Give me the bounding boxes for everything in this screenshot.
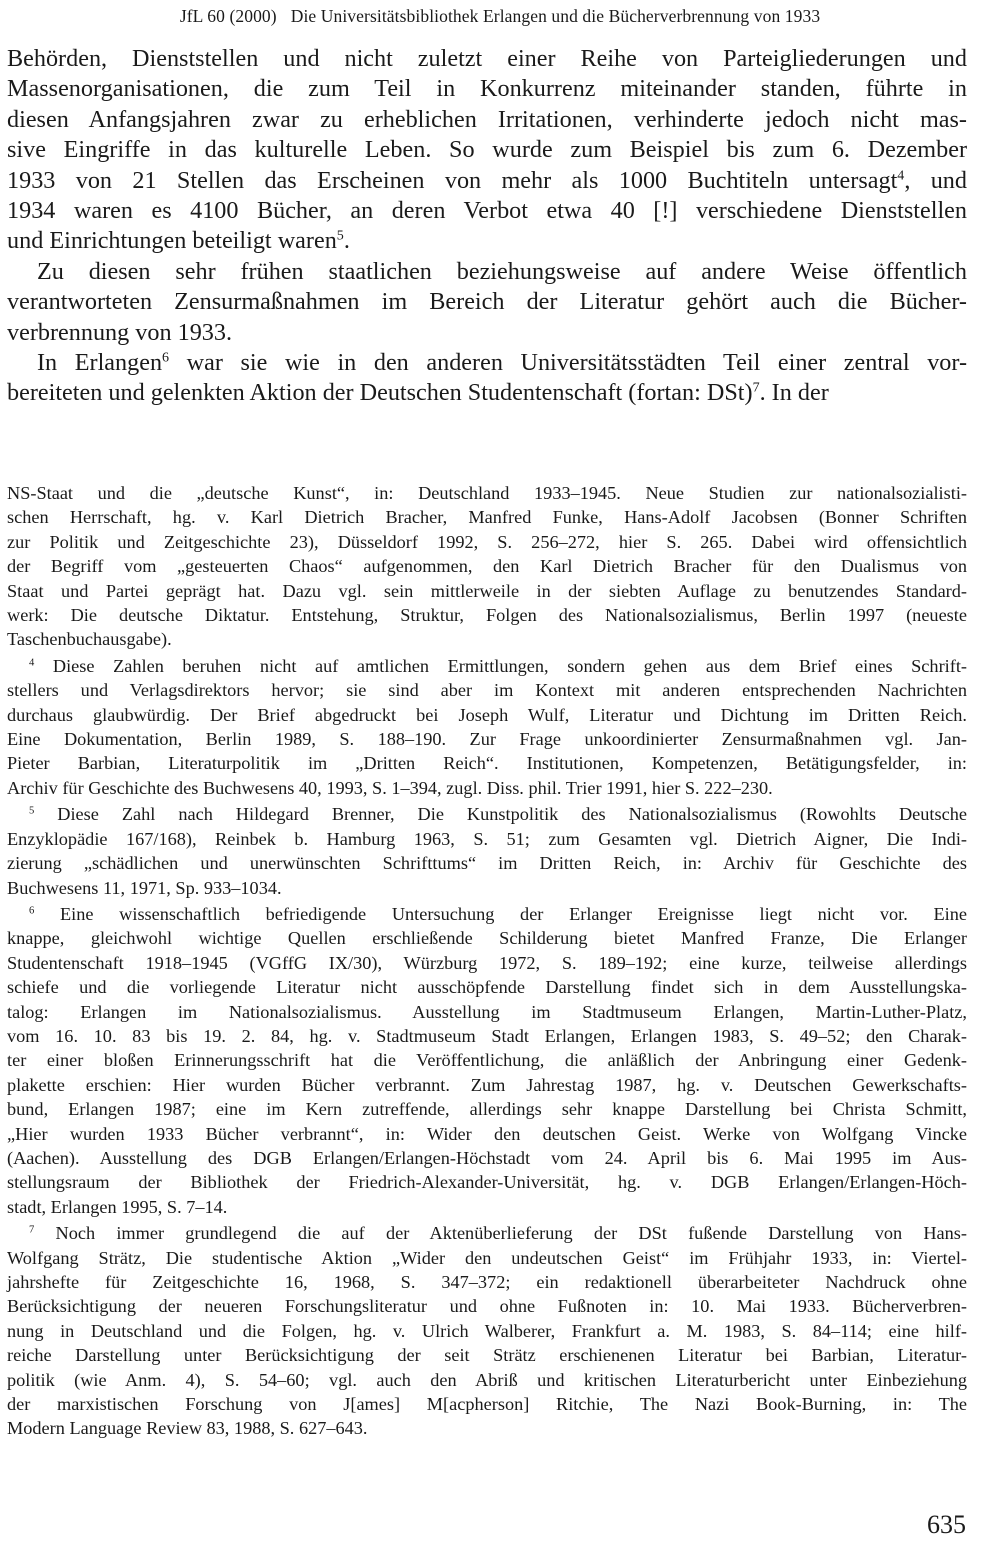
line-text: Staat und Partei geprägt hat. Dazu vgl. sein mittlerweile in der siebten Auflage zu benutzendes Standard- <box>7 580 967 601</box>
footnote-number: 4 <box>29 657 35 669</box>
footnote <box>7 654 967 800</box>
footnote-reference: 7 <box>752 379 760 396</box>
running-head-journal: JfL 60 (2000) <box>179 6 277 26</box>
line-text: verantworteten Zensurmaßnahmen im Bereich der Literatur gehört auch die Bücher- <box>7 288 967 316</box>
footnote-number: 5 <box>29 805 35 817</box>
line-text: schiefe und die vorliegende Literatur nicht ausschöpfende Darstellung findet sich in dem Ausstellungska- <box>7 977 967 998</box>
line-text: Studentenschaft 1918–1945 (VGffG IX/30), Würzburg 1972, S. 189–192; eine kurze, teilweise allerdings <box>7 952 967 973</box>
line-text-tail: , und <box>904 166 967 194</box>
line-text: bund, Erlangen 1987; eine im Kern zutreffende, allerdings sehr knappe Darstellung bei Christa Schmitt, <box>7 1099 967 1120</box>
text-line <box>7 1246 967 1270</box>
text-line <box>7 1221 967 1245</box>
line-text-tail: . <box>343 227 350 255</box>
line-text: stellungsraum der Bibliothek der Friedrich-Alexander-Universität, hg. v. DGB Erlangen/Erlangen-Höch- <box>7 1172 967 1193</box>
line-text: stellers und Verlagsdirektors hervor; sie sind aber im Kontext mit anderen entsprechenden Nachrichten <box>7 680 967 701</box>
footnote <box>7 1221 967 1441</box>
text-line <box>7 1392 967 1416</box>
text-line <box>7 902 967 926</box>
line-text: politik (wie Anm. 4), S. 54–60; vgl. auch den Abriß und kritischen Literaturbericht unter Einbeziehung <box>7 1369 967 1390</box>
text-line <box>7 166 967 196</box>
line-text: „Hier wurden 1933 Bücher verbrannt“, in: Wider den deutschen Geist. Werke von Wolfgang Vincke <box>7 1123 967 1144</box>
footnote-number: 6 <box>29 905 35 917</box>
line-text: Taschenbuchausgabe). <box>7 629 172 650</box>
line-text: knappe, gleichwohl wichtige Quellen erschließende Schilderung bietet Manfred Franze, Die Erlanger <box>7 928 967 949</box>
line-text: talog: Erlangen im Nationalsozialismus. Ausstellung im Stadtmuseum Erlangen, Martin-Luther-Platz, <box>7 1001 967 1022</box>
text-line <box>7 654 967 678</box>
text-line <box>7 135 967 165</box>
footnote <box>7 802 967 900</box>
line-text: und Einrichtungen beteiligt waren <box>7 227 337 255</box>
text-line <box>7 481 967 505</box>
line-text: 1933 von 21 Stellen das Erscheinen von mehr als 1000 Buchtiteln untersagt <box>7 166 898 194</box>
text-line <box>7 226 967 256</box>
footnote-reference: 6 <box>162 349 170 366</box>
page-number: 635 <box>927 1510 966 1539</box>
line-text: stadt, Erlangen 1995, S. 7–14. <box>7 1196 228 1217</box>
line-text: Diese Zahl nach Hildegard Brenner, Die Kunstpolitik des Nationalsozialismus (Rowohlts Deutsche <box>34 804 967 825</box>
line-text: sive Eingriffe in das kulturelle Leben. So wurde zum Beispiel bis zum 6. Dezember <box>7 136 967 164</box>
text-line <box>7 1073 967 1097</box>
line-text: jahrshefte für Zeitgeschichte 16, 1968, S. 347–372; ein redaktionell überarbeiteter Nachdruck ohne <box>7 1272 967 1292</box>
line-text: Noch immer grundlegend die auf der Aktenüberlieferung der DSt fußende Darstellung von Hans- <box>34 1223 967 1244</box>
text-line <box>7 727 967 751</box>
text-line <box>7 1294 967 1318</box>
paragraph <box>7 44 967 257</box>
line-text: durchaus glaubwürdig. Der Brief abgedruckt bei Joseph Wulf, Literatur und Dichtung im Dritten Reich. <box>7 704 967 725</box>
line-text: der marxistischen Forschung von J[ames] M[acpherson] Ritchie, The Nazi Book-Burning, in: The <box>7 1394 967 1415</box>
text-line <box>7 348 967 378</box>
line-text: plakette erschien: Hier wurden Bücher verbrannt. Zum Jahrestag 1987, hg. v. Deutschen Gewerkschafts- <box>7 1074 967 1095</box>
paragraph <box>7 348 967 409</box>
text-line <box>7 1319 967 1343</box>
line-text: vom 16. 10. 83 bis 19. 2. 84, hg. v. Stadtmuseum Stadt Erlangen, Erlangen 1983, S. 49–52; den Charak- <box>7 1025 967 1046</box>
text-line <box>7 505 967 529</box>
running-head-title: Die Universitätsbibliothek Erlangen und die Bücherverbrennung von 1933 <box>290 6 821 26</box>
line-text: der Begriff vom „gesteuerten Chaos“ aufgenommen, den Karl Dietrich Bracher für den Dualismus von <box>7 556 967 577</box>
text-line <box>7 951 967 975</box>
line-text: bereiteten und gelenkten Aktion der Deutschen Studentenschaft (fortan: DSt) <box>7 379 753 407</box>
text-line <box>7 1170 967 1194</box>
text-line <box>7 1368 967 1392</box>
text-line <box>7 851 967 875</box>
paragraph <box>7 257 967 348</box>
main-text <box>7 44 967 409</box>
text-line <box>7 1416 967 1440</box>
line-text: diesen Anfangsjahren zwar zu erheblichen Irritationen, verhinderte jedoch nicht mas- <box>7 105 967 133</box>
line-text: werk: Die deutsche Diktatur. Entstehung, Struktur, Folgen des Nationalsozialismus, Berlin 1997 (neueste <box>7 605 967 626</box>
footnote <box>7 902 967 1219</box>
text-line <box>7 579 967 603</box>
text-line <box>7 74 967 104</box>
text-line <box>7 1146 967 1170</box>
text-line <box>7 287 967 317</box>
line-text: Enzyklopädie 167/168), Reinbek b. Hamburg 1963, S. 51; zum Gesamten vgl. Dietrich Aigner, Die Indi- <box>7 828 967 849</box>
footnote-reference: 5 <box>336 227 344 244</box>
line-text: Archiv für Geschichte des Buchwesens 40, 1993, S. 1–394, zugl. Diss. phil. Trier 1991, hier S. 222–230. <box>7 777 773 798</box>
text-line <box>7 802 967 826</box>
line-text: Massenorganisationen, die zum Teil in Konkurrenz miteinander standen, führte in <box>7 75 967 103</box>
text-line <box>7 603 967 627</box>
line-text: Modern Language Review 83, 1988, S. 627–643. <box>7 1418 368 1439</box>
text-line <box>7 257 967 287</box>
text-line <box>7 1122 967 1146</box>
text-line <box>7 105 967 135</box>
text-line <box>7 318 967 348</box>
line-text: zierung „schädlichen und unerwünschten Schrifttums“ im Dritten Reich, in: Archiv für Geschichte des <box>7 853 967 874</box>
line-text-tail: . In der <box>759 379 829 407</box>
line-text: Diese Zahlen beruhen nicht auf amtlichen Ermittlungen, sondern gehen aus dem Brief eines Schrift- <box>34 655 967 676</box>
line-text: 1934 waren es 4100 Bücher, an deren Verbot etwa 40 [!] verschiedene Dienststellen <box>7 197 967 225</box>
text-line <box>7 44 967 74</box>
line-text: verbrennung von 1933. <box>7 318 233 346</box>
text-line <box>7 703 967 727</box>
text-line <box>7 751 967 775</box>
text-line <box>7 1270 967 1294</box>
text-line <box>7 1343 967 1367</box>
text-line <box>7 1195 967 1219</box>
line-text: Eine wissenschaftlich befriedigende Untersuchung der Erlanger Ereignisse liegt nicht vor. Eine <box>34 903 967 924</box>
text-line <box>7 678 967 702</box>
line-text: reiche Darstellung unter Berücksichtigung der seit Strätz erschienenen Literatur bei Barbian, Literatur- <box>7 1345 967 1366</box>
line-text: Wolfgang Strätz, Die studentische Aktion „Wider den undeutschen Geist“ im Frühjahr 1933, in: Viertel- <box>7 1247 967 1268</box>
line-text: schen Herrschaft, hg. v. Karl Dietrich Bracher, Manfred Funke, Hans-Adolf Jacobsen (Bonner Schriften <box>7 507 967 528</box>
line-text: In Erlangen <box>37 349 163 377</box>
line-text: Zu diesen sehr frühen staatlichen beziehungsweise auf andere Weise öffentlich <box>37 257 967 285</box>
line-text: Behörden, Dienststellen und nicht zuletzt einer Reihe von Parteigliederungen und <box>7 45 967 72</box>
text-line <box>7 196 967 226</box>
line-text: Pieter Barbian, Literaturpolitik im „Dritten Reich“. Institutionen, Kompetenzen, Betätigungsfelder, in: <box>7 753 967 774</box>
line-text: Buchwesens 11, 1971, Sp. 933–1034. <box>7 877 282 898</box>
line-text: (Aachen). Ausstellung des DGB Erlangen/Erlangen-Höchstadt vom 24. April bis 6. Mai 1995 im Aus- <box>7 1147 967 1168</box>
text-line <box>7 627 967 651</box>
text-line <box>7 1097 967 1121</box>
text-line <box>7 1048 967 1072</box>
text-line <box>7 926 967 950</box>
text-line <box>7 378 967 408</box>
footnote-number: 7 <box>29 1224 35 1236</box>
text-line <box>7 554 967 578</box>
line-text: Eine Dokumentation, Berlin 1989, S. 188–190. Zur Frage unkoordinierter Zensurmaßnahmen vgl. Jan- <box>7 729 967 750</box>
footnote-reference: 4 <box>897 166 905 183</box>
text-line <box>7 776 967 800</box>
text-line <box>7 1000 967 1024</box>
text-line <box>7 876 967 900</box>
text-line <box>7 530 967 554</box>
text-line <box>7 827 967 851</box>
footnotes <box>7 481 967 1443</box>
line-text: NS-Staat und die „deutsche Kunst“, in: Deutschland 1933–1945. Neue Studien zur nationalsozialisti- <box>7 483 967 503</box>
line-text: zur Politik und Zeitgeschichte 23), Düsseldorf 1992, S. 256–272, hier S. 265. Dabei wird offensichtlich <box>7 531 967 552</box>
line-text: ter einer bloßen Erinnerungsschrift hat die Veröffentlichung, die anläßlich der Anbringung einer Gedenk- <box>7 1050 967 1071</box>
line-text: nung in Deutschland und die Folgen, hg. v. Ulrich Walberer, Frankfurt a. M. 1983, S. 84–114; eine hilf- <box>7 1320 967 1341</box>
line-text: Berücksichtigung der neueren Forschungsliteratur und ohne Fußnoten in: 10. Mai 1933. Bücherverbren- <box>7 1296 967 1317</box>
line-text-tail: war sie wie in den anderen Universitätsstädten Teil einer zentral vor- <box>169 349 968 377</box>
text-line <box>7 1024 967 1048</box>
running-head <box>34 6 966 27</box>
text-line <box>7 975 967 999</box>
footnote <box>7 481 967 652</box>
